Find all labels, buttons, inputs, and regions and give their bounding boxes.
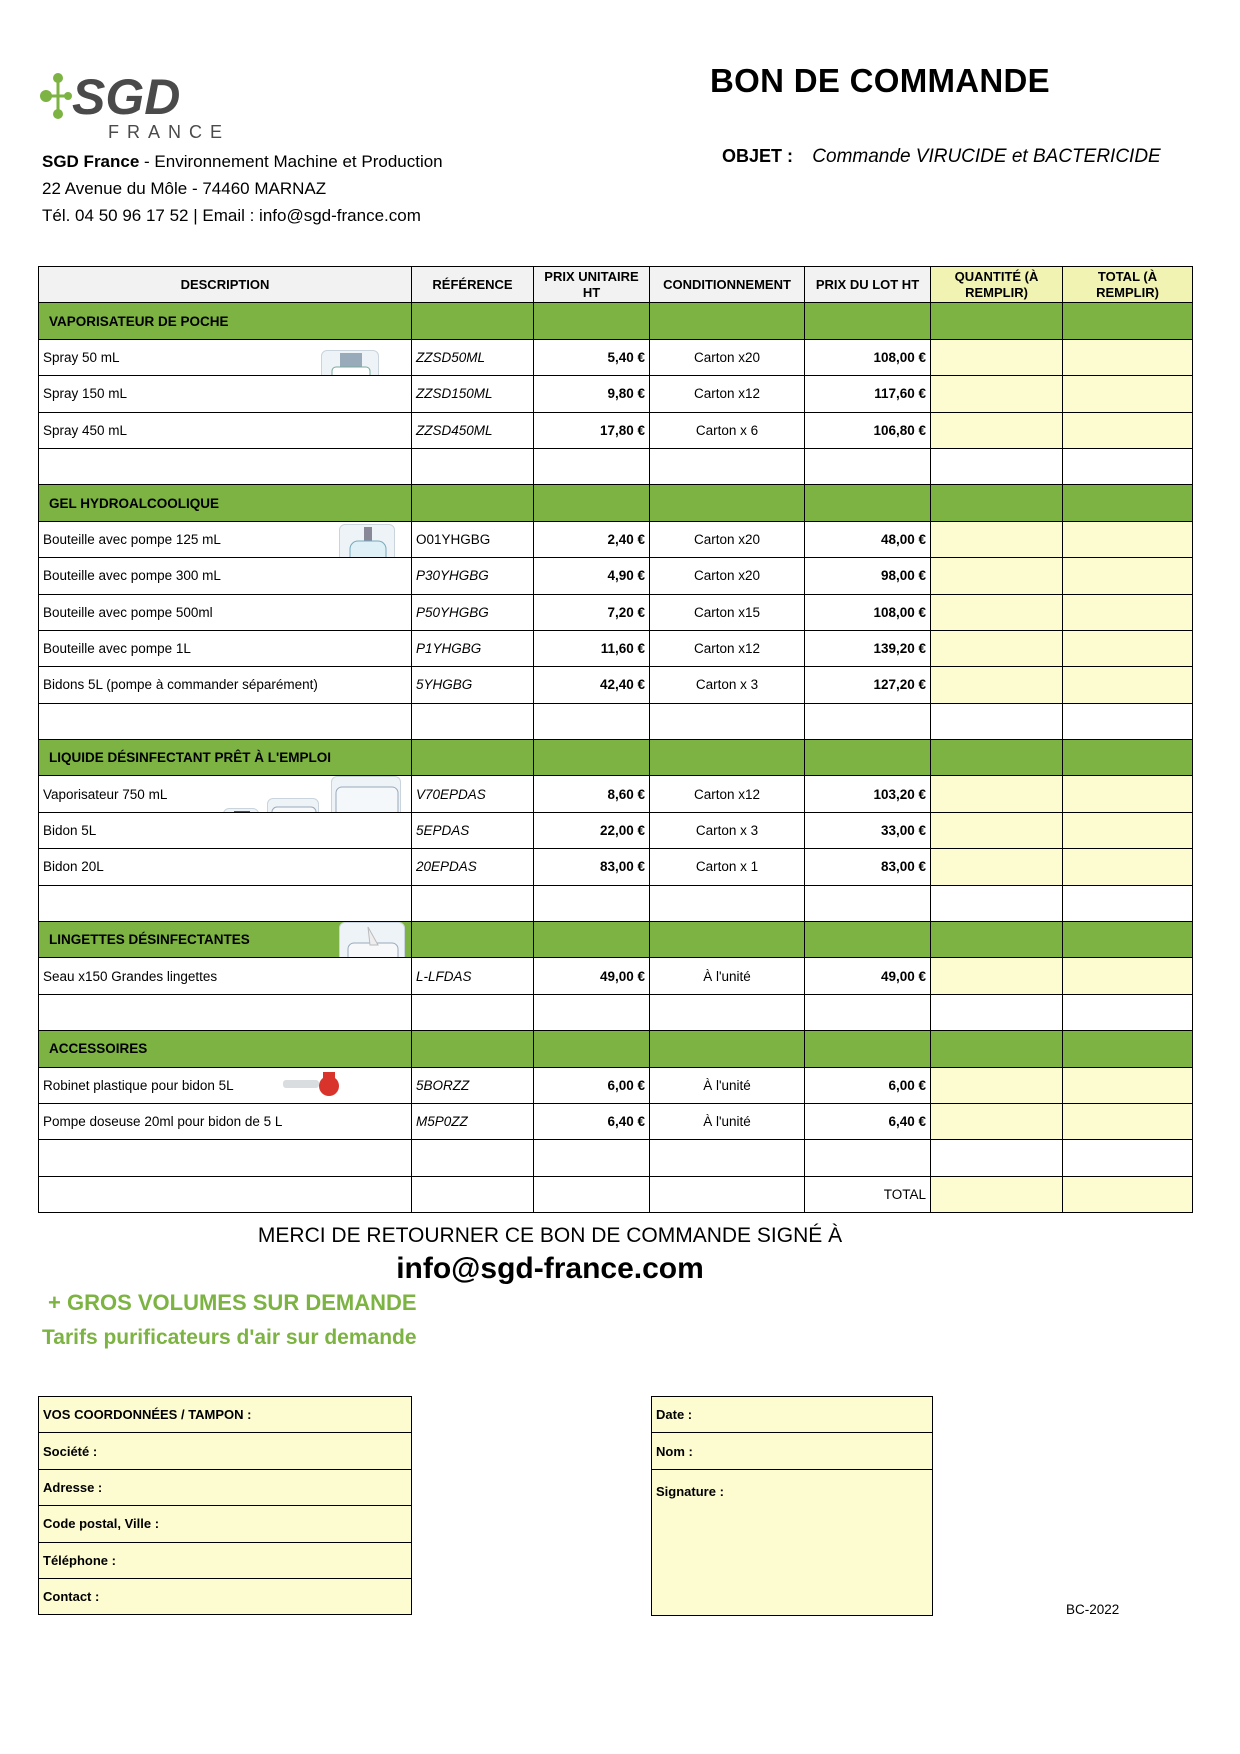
row-description: Spray 150 mL [39,376,412,412]
quantity-input-cell[interactable] [931,667,1063,703]
row-description: Seau x150 Grandes lingettes [39,958,412,994]
row-packaging: Carton x20 [650,558,805,594]
document-code: BC-2022 [1066,1602,1120,1617]
quantity-input-cell[interactable] [931,521,1063,557]
row-lot-price: 117,60 € [805,376,931,412]
row-packaging: À l'unité [650,958,805,994]
company-line [42,148,443,175]
row-reference: V70EPDAS [412,776,534,812]
row-lot-price: 139,20 € [805,630,931,666]
row-unit-price: 49,00 € [534,958,650,994]
air-purifier-note: Tarifs purificateurs d'air sur demande [42,1326,417,1349]
coords-title: VOS COORDONNÉES / TAMPON : [39,1397,412,1433]
row-reference: P50YHGBG [412,594,534,630]
col-description: DESCRIPTION [39,267,412,303]
total-input-cell[interactable] [1063,812,1193,848]
section-row [39,740,1193,776]
quantity-input-cell[interactable] [931,376,1063,412]
section-title: ACCESSOIRES [39,1031,412,1067]
contact-field[interactable]: Contact : [39,1578,412,1614]
quantity-input-cell[interactable] [931,1067,1063,1103]
total-input-cell[interactable] [1063,339,1193,375]
objet-label: OBJET : [722,146,794,166]
postal-city-field[interactable]: Code postal, Ville : [39,1506,412,1542]
total-input-cell[interactable] [1063,630,1193,666]
company-tagline: - Environnement Machine et Production [139,152,443,171]
col-quantity: QUANTITÉ (À REMPLIR) [931,267,1063,303]
signature-table [651,1396,933,1616]
total-input-cell[interactable] [1063,1067,1193,1103]
logo-sub-text: FRANCE [108,122,231,142]
section-title: GEL HYDROALCOOLIQUE [39,485,412,521]
row-packaging: Carton x15 [650,594,805,630]
row-unit-price: 6,40 € [534,1103,650,1139]
table-row [39,667,1193,703]
row-lot-price: 83,00 € [805,849,931,885]
molecule-icon [40,73,72,119]
return-email: info@sgd-france.com [396,1252,704,1285]
table-row [39,958,1193,994]
objet-line [722,146,1161,168]
row-lot-price: 98,00 € [805,558,931,594]
phone-field[interactable]: Téléphone : [39,1542,412,1578]
quantity-input-cell[interactable] [931,412,1063,448]
table-header-row [39,267,1193,303]
row-reference: ZZSD450ML [412,412,534,448]
section-title: VAPORISATEUR DE POCHE [39,303,412,339]
total-input-cell[interactable] [1063,776,1193,812]
row-description: Bidon 5L [39,812,412,848]
row-description: Pompe doseuse 20ml pour bidon de 5 L [39,1103,412,1139]
quantity-input-cell[interactable] [931,812,1063,848]
row-reference: 5YHGBG [412,667,534,703]
row-lot-price: 48,00 € [805,521,931,557]
total-input-cell[interactable] [1063,958,1193,994]
row-lot-price: 33,00 € [805,812,931,848]
row-packaging: Carton x 3 [650,667,805,703]
grand-total-cell[interactable] [1063,1176,1193,1212]
empty-row [39,448,1193,484]
row-unit-price: 5,40 € [534,339,650,375]
row-reference: ZZSD50ML [412,339,534,375]
row-packaging: Carton x20 [650,339,805,375]
row-packaging: À l'unité [650,1103,805,1139]
total-input-cell[interactable] [1063,667,1193,703]
table-row [39,776,1193,812]
section-row [39,1031,1193,1067]
company-contact: Tél. 04 50 96 17 52 | Email : info@sgd-france.com [42,206,421,225]
row-description: Spray 450 mL [39,412,412,448]
company-name: SGD France [42,152,140,171]
row-unit-price: 42,40 € [534,667,650,703]
row-packaging: Carton x20 [650,521,805,557]
return-message: MERCI DE RETOURNER CE BON DE COMMANDE SIGNÉ À [257,1224,843,1247]
company-info [42,148,443,229]
row-reference: 5BORZZ [412,1067,534,1103]
row-description: Robinet plastique pour bidon 5L [39,1067,412,1103]
empty-row [39,1140,1193,1176]
quantity-input-cell[interactable] [931,630,1063,666]
row-description: Bouteille avec pompe 1L [39,630,412,666]
table-row [39,1067,1193,1103]
table-row [39,558,1193,594]
total-input-cell[interactable] [1063,412,1193,448]
row-packaging: Carton x12 [650,376,805,412]
col-reference: RÉFÉRENCE [412,267,534,303]
col-lot-price: PRIX DU LOT HT [805,267,931,303]
section-title: LINGETTES DÉSINFECTANTES [39,922,412,958]
row-packaging: Carton x12 [650,776,805,812]
name-field[interactable]: Nom : [652,1433,933,1469]
logo-main-text: SGD [72,70,181,125]
empty-row [39,994,1193,1030]
row-description: Spray 50 mL [39,339,412,375]
signature-field[interactable]: Signature : [652,1469,933,1615]
row-lot-price: 103,20 € [805,776,931,812]
row-description: Vaporisateur 750 mL [39,776,412,812]
total-label: TOTAL [805,1176,931,1212]
row-reference: O01YHGBG [412,521,534,557]
quantity-input-cell[interactable] [931,1103,1063,1139]
row-unit-price: 11,60 € [534,630,650,666]
row-description: Bouteille avec pompe 500ml [39,594,412,630]
total-input-cell[interactable] [1063,1103,1193,1139]
row-unit-price: 4,90 € [534,558,650,594]
row-reference: 5EPDAS [412,812,534,848]
table-row [39,630,1193,666]
company-field[interactable]: Société : [39,1433,412,1469]
section-row [39,922,1193,958]
row-lot-price: 108,00 € [805,339,931,375]
section-row [39,485,1193,521]
row-description: Bouteille avec pompe 125 mL [39,521,412,557]
row-description: Bidon 20L [39,849,412,885]
row-lot-price: 108,00 € [805,594,931,630]
row-lot-price: 6,40 € [805,1103,931,1139]
quantity-input-cell[interactable] [931,776,1063,812]
table-row [39,339,1193,375]
bidon-20l-image [331,776,401,812]
document-title: BON DE COMMANDE [710,62,1050,99]
row-lot-price: 127,20 € [805,667,931,703]
company-address: 22 Avenue du Môle - 74460 MARNAZ [42,179,327,198]
big-volumes-note: + GROS VOLUMES SUR DEMANDE [48,1290,417,1315]
customer-details-table [38,1396,412,1615]
spray-image [321,350,379,376]
row-unit-price: 9,80 € [534,376,650,412]
row-packaging: Carton x 1 [650,849,805,885]
empty-row [39,885,1193,921]
total-input-cell[interactable] [1063,521,1193,557]
gel-bottle-small-image [339,524,395,558]
row-description: Bidons 5L (pompe à commander séparément) [39,667,412,703]
row-packaging: À l'unité [650,1067,805,1103]
col-packaging: CONDITIONNEMENT [650,267,805,303]
table-row [39,412,1193,448]
row-lot-price: 6,00 € [805,1067,931,1103]
row-unit-price: 2,40 € [534,521,650,557]
tap-image [279,1070,349,1100]
col-unit-price: PRIX UNITAIRE HT [534,267,650,303]
row-unit-price: 22,00 € [534,812,650,848]
sgd-logo [38,70,258,142]
spray-750-image [223,808,259,812]
table-row [39,812,1193,848]
total-input-cell[interactable] [1063,849,1193,885]
section-title: LIQUIDE DÉSINFECTANT PRÊT À L'EMPLOI [39,740,412,776]
row-reference: P30YHGBG [412,558,534,594]
total-input-cell[interactable] [1063,558,1193,594]
row-reference: M5P0ZZ [412,1103,534,1139]
total-input-cell[interactable] [1063,594,1193,630]
objet-value: Commande VIRUCIDE et BACTERICIDE [812,146,1161,167]
row-unit-price: 83,00 € [534,849,650,885]
total-input-cell[interactable] [1063,376,1193,412]
empty-row [39,703,1193,739]
table-row [39,1103,1193,1139]
row-reference: ZZSD150ML [412,376,534,412]
row-unit-price: 7,20 € [534,594,650,630]
col-total: TOTAL (À REMPLIR) [1063,267,1193,303]
order-table [38,266,1193,1213]
table-row [39,521,1193,557]
table-row [39,594,1193,630]
row-lot-price: 106,80 € [805,412,931,448]
date-field[interactable]: Date : [652,1397,933,1433]
quantity-input-cell[interactable] [931,849,1063,885]
row-packaging: Carton x 6 [650,412,805,448]
row-reference: 20EPDAS [412,849,534,885]
row-unit-price: 6,00 € [534,1067,650,1103]
total-quantity-cell[interactable] [931,1176,1063,1212]
row-description: Bouteille avec pompe 300 mL [39,558,412,594]
quantity-input-cell[interactable] [931,339,1063,375]
row-packaging: Carton x12 [650,630,805,666]
section-row [39,303,1193,339]
row-unit-price: 17,80 € [534,412,650,448]
row-lot-price: 49,00 € [805,958,931,994]
total-row [39,1176,1193,1212]
quantity-input-cell[interactable] [931,558,1063,594]
row-packaging: Carton x 3 [650,812,805,848]
table-row [39,376,1193,412]
bidon-5l-image [267,798,319,812]
quantity-input-cell[interactable] [931,594,1063,630]
row-reference: L-LFDAS [412,958,534,994]
address-field[interactable]: Adresse : [39,1469,412,1505]
row-unit-price: 8,60 € [534,776,650,812]
table-row [39,849,1193,885]
row-reference: P1YHGBG [412,630,534,666]
quantity-input-cell[interactable] [931,958,1063,994]
wipes-bucket-image [339,922,405,958]
